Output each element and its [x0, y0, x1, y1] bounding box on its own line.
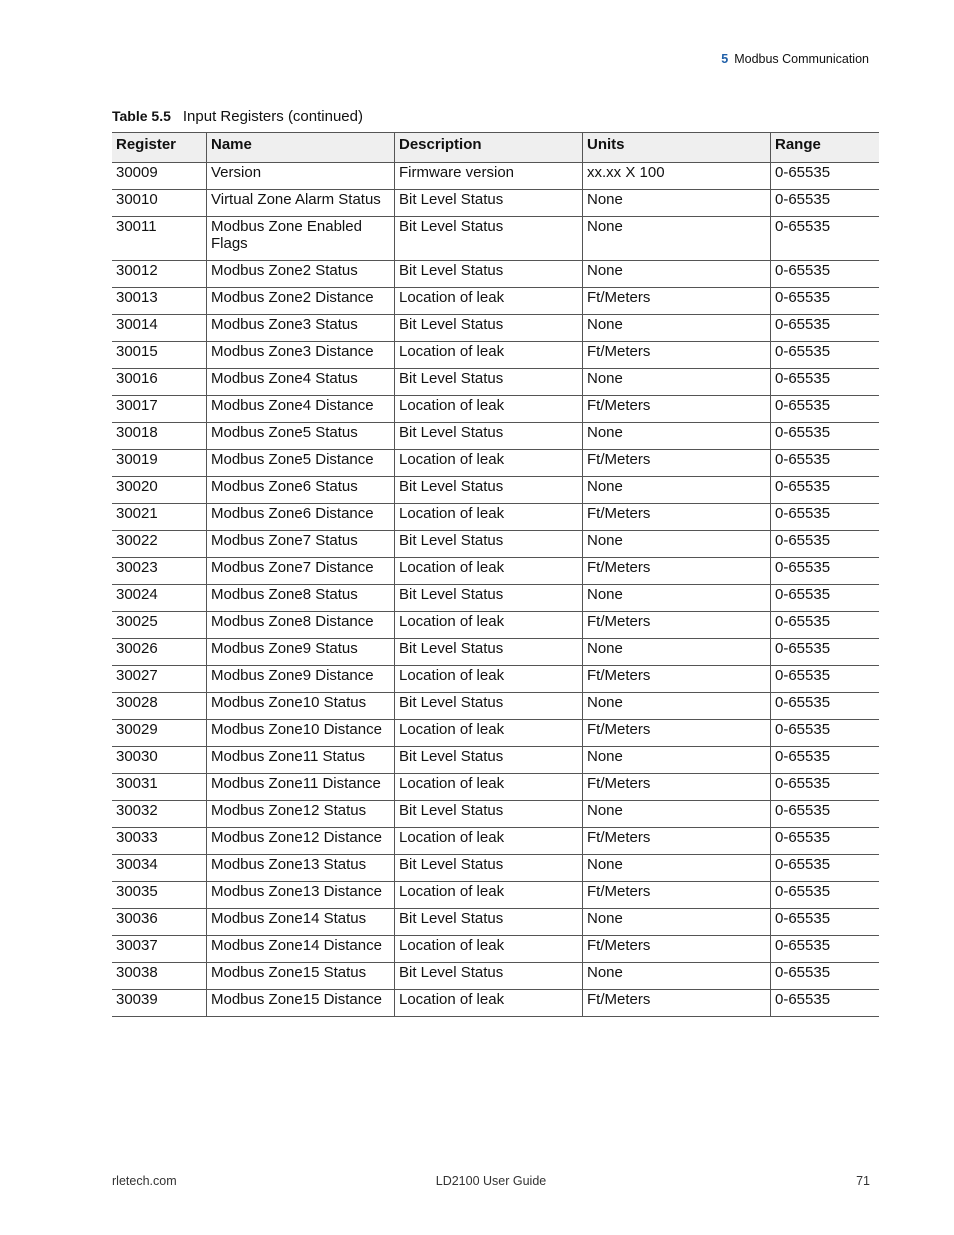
column-header-description: Description	[395, 133, 583, 163]
cell-register: 30021	[112, 504, 207, 531]
cell-name: Modbus Zone Enabled Flags	[207, 217, 395, 261]
cell-description: Location of leak	[395, 882, 583, 909]
cell-name: Modbus Zone8 Status	[207, 585, 395, 612]
cell-units: Ft/Meters	[583, 990, 771, 1017]
cell-register: 30013	[112, 288, 207, 315]
cell-name: Modbus Zone10 Status	[207, 693, 395, 720]
cell-range: 0-65535	[771, 504, 880, 531]
cell-name: Modbus Zone14 Distance	[207, 936, 395, 963]
cell-name: Modbus Zone12 Status	[207, 801, 395, 828]
column-header-units: Units	[583, 133, 771, 163]
cell-units: None	[583, 909, 771, 936]
cell-name: Virtual Zone Alarm Status	[207, 190, 395, 217]
table-row	[112, 217, 879, 261]
cell-register: 30034	[112, 855, 207, 882]
cell-name: Version	[207, 163, 395, 190]
cell-name: Modbus Zone11 Distance	[207, 774, 395, 801]
cell-description: Bit Level Status	[395, 531, 583, 558]
cell-name: Modbus Zone10 Distance	[207, 720, 395, 747]
cell-units: Ft/Meters	[583, 882, 771, 909]
cell-description: Bit Level Status	[395, 190, 583, 217]
cell-register: 30025	[112, 612, 207, 639]
cell-description: Location of leak	[395, 288, 583, 315]
cell-units: None	[583, 855, 771, 882]
chapter-title: Modbus Communication	[734, 52, 869, 66]
cell-units: Ft/Meters	[583, 936, 771, 963]
table-row	[112, 423, 879, 450]
cell-units: None	[583, 801, 771, 828]
cell-description: Location of leak	[395, 558, 583, 585]
cell-name: Modbus Zone15 Distance	[207, 990, 395, 1017]
cell-register: 30036	[112, 909, 207, 936]
cell-name: Modbus Zone2 Status	[207, 261, 395, 288]
cell-units: None	[583, 747, 771, 774]
table-row	[112, 369, 879, 396]
cell-register: 30014	[112, 315, 207, 342]
cell-register: 30023	[112, 558, 207, 585]
table-row	[112, 693, 879, 720]
cell-units: None	[583, 190, 771, 217]
cell-name: Modbus Zone15 Status	[207, 963, 395, 990]
cell-units: None	[583, 585, 771, 612]
cell-range: 0-65535	[771, 342, 880, 369]
cell-range: 0-65535	[771, 828, 880, 855]
table-row	[112, 477, 879, 504]
cell-description: Bit Level Status	[395, 369, 583, 396]
cell-register: 30032	[112, 801, 207, 828]
column-header-range: Range	[771, 133, 880, 163]
cell-units: Ft/Meters	[583, 720, 771, 747]
cell-name: Modbus Zone9 Status	[207, 639, 395, 666]
cell-units: None	[583, 963, 771, 990]
cell-range: 0-65535	[771, 963, 880, 990]
cell-units: Ft/Meters	[583, 504, 771, 531]
cell-name: Modbus Zone7 Status	[207, 531, 395, 558]
cell-units: Ft/Meters	[583, 342, 771, 369]
cell-register: 30020	[112, 477, 207, 504]
cell-description: Location of leak	[395, 828, 583, 855]
cell-description: Bit Level Status	[395, 855, 583, 882]
cell-register: 30012	[112, 261, 207, 288]
table-row	[112, 909, 879, 936]
table-row	[112, 163, 879, 190]
cell-name: Modbus Zone9 Distance	[207, 666, 395, 693]
table-row	[112, 990, 879, 1017]
cell-name: Modbus Zone4 Status	[207, 369, 395, 396]
table-row	[112, 558, 879, 585]
cell-name: Modbus Zone14 Status	[207, 909, 395, 936]
table-row	[112, 531, 879, 558]
cell-range: 0-65535	[771, 190, 880, 217]
cell-register: 30028	[112, 693, 207, 720]
cell-description: Bit Level Status	[395, 909, 583, 936]
table-row	[112, 342, 879, 369]
cell-units: None	[583, 261, 771, 288]
table-row	[112, 504, 879, 531]
table-body	[112, 163, 879, 1017]
cell-range: 0-65535	[771, 217, 880, 261]
table-row	[112, 666, 879, 693]
cell-description: Bit Level Status	[395, 963, 583, 990]
table-row	[112, 882, 879, 909]
cell-register: 30017	[112, 396, 207, 423]
cell-description: Bit Level Status	[395, 315, 583, 342]
cell-name: Modbus Zone6 Status	[207, 477, 395, 504]
cell-register: 30024	[112, 585, 207, 612]
cell-register: 30029	[112, 720, 207, 747]
cell-name: Modbus Zone3 Distance	[207, 342, 395, 369]
cell-description: Location of leak	[395, 720, 583, 747]
cell-register: 30033	[112, 828, 207, 855]
cell-description: Firmware version	[395, 163, 583, 190]
cell-name: Modbus Zone13 Distance	[207, 882, 395, 909]
footer-website: rletech.com	[112, 1174, 177, 1188]
cell-units: None	[583, 639, 771, 666]
cell-register: 30010	[112, 190, 207, 217]
table-row	[112, 936, 879, 963]
cell-description: Bit Level Status	[395, 693, 583, 720]
cell-description: Location of leak	[395, 774, 583, 801]
cell-register: 30018	[112, 423, 207, 450]
cell-name: Modbus Zone11 Status	[207, 747, 395, 774]
cell-units: Ft/Meters	[583, 558, 771, 585]
table-row	[112, 855, 879, 882]
cell-range: 0-65535	[771, 747, 880, 774]
cell-register: 30030	[112, 747, 207, 774]
cell-description: Location of leak	[395, 612, 583, 639]
cell-register: 30037	[112, 936, 207, 963]
cell-description: Bit Level Status	[395, 217, 583, 261]
cell-description: Bit Level Status	[395, 801, 583, 828]
table-row	[112, 639, 879, 666]
column-header-name: Name	[207, 133, 395, 163]
table-title: Input Registers (continued)	[182, 108, 363, 125]
cell-units: None	[583, 369, 771, 396]
cell-range: 0-65535	[771, 801, 880, 828]
cell-range: 0-65535	[771, 990, 880, 1017]
cell-range: 0-65535	[771, 693, 880, 720]
cell-description: Location of leak	[395, 504, 583, 531]
cell-register: 30027	[112, 666, 207, 693]
cell-description: Bit Level Status	[395, 423, 583, 450]
cell-register: 30031	[112, 774, 207, 801]
table-row	[112, 612, 879, 639]
cell-units: Ft/Meters	[583, 288, 771, 315]
cell-range: 0-65535	[771, 450, 880, 477]
chapter-number: 5	[721, 52, 729, 66]
cell-name: Modbus Zone3 Status	[207, 315, 395, 342]
cell-units: None	[583, 693, 771, 720]
cell-name: Modbus Zone5 Distance	[207, 450, 395, 477]
table-row	[112, 585, 879, 612]
cell-units: None	[583, 217, 771, 261]
table-row	[112, 720, 879, 747]
cell-name: Modbus Zone4 Distance	[207, 396, 395, 423]
table-row	[112, 774, 879, 801]
cell-register: 30016	[112, 369, 207, 396]
table-row	[112, 963, 879, 990]
cell-name: Modbus Zone13 Status	[207, 855, 395, 882]
footer-guide-title: LD2100 User Guide	[435, 1174, 547, 1188]
cell-range: 0-65535	[771, 477, 880, 504]
cell-description: Bit Level Status	[395, 585, 583, 612]
cell-range: 0-65535	[771, 855, 880, 882]
cell-range: 0-65535	[771, 288, 880, 315]
cell-range: 0-65535	[771, 369, 880, 396]
cell-range: 0-65535	[771, 396, 880, 423]
table-row	[112, 801, 879, 828]
cell-description: Location of leak	[395, 342, 583, 369]
cell-name: Modbus Zone7 Distance	[207, 558, 395, 585]
cell-range: 0-65535	[771, 558, 880, 585]
cell-units: Ft/Meters	[583, 774, 771, 801]
cell-name: Modbus Zone2 Distance	[207, 288, 395, 315]
table-row	[112, 315, 879, 342]
cell-units: Ft/Meters	[583, 450, 771, 477]
table-row	[112, 288, 879, 315]
cell-range: 0-65535	[771, 666, 880, 693]
cell-register: 30038	[112, 963, 207, 990]
cell-range: 0-65535	[771, 612, 880, 639]
cell-name: Modbus Zone5 Status	[207, 423, 395, 450]
table-header-row	[112, 133, 879, 163]
cell-register: 30026	[112, 639, 207, 666]
cell-description: Location of leak	[395, 990, 583, 1017]
cell-units: None	[583, 423, 771, 450]
table-row	[112, 396, 879, 423]
cell-description: Bit Level Status	[395, 747, 583, 774]
cell-name: Modbus Zone6 Distance	[207, 504, 395, 531]
table-row	[112, 450, 879, 477]
cell-register: 30011	[112, 217, 207, 261]
table-number: Table 5.5	[112, 108, 171, 124]
cell-units: Ft/Meters	[583, 612, 771, 639]
cell-range: 0-65535	[771, 163, 880, 190]
cell-description: Location of leak	[395, 396, 583, 423]
cell-units: Ft/Meters	[583, 666, 771, 693]
cell-register: 30015	[112, 342, 207, 369]
cell-description: Location of leak	[395, 450, 583, 477]
cell-range: 0-65535	[771, 585, 880, 612]
running-header	[721, 52, 869, 66]
table-row	[112, 747, 879, 774]
column-header-register: Register	[112, 133, 207, 163]
cell-units: None	[583, 315, 771, 342]
cell-range: 0-65535	[771, 423, 880, 450]
table-row	[112, 261, 879, 288]
footer-page-number: 71	[856, 1174, 870, 1188]
table-row	[112, 190, 879, 217]
cell-description: Bit Level Status	[395, 639, 583, 666]
cell-range: 0-65535	[771, 909, 880, 936]
cell-register: 30019	[112, 450, 207, 477]
cell-units: None	[583, 477, 771, 504]
cell-register: 30022	[112, 531, 207, 558]
cell-description: Location of leak	[395, 666, 583, 693]
cell-range: 0-65535	[771, 639, 880, 666]
table-row	[112, 828, 879, 855]
input-registers-table	[112, 132, 879, 1017]
cell-name: Modbus Zone12 Distance	[207, 828, 395, 855]
cell-units: None	[583, 531, 771, 558]
cell-range: 0-65535	[771, 774, 880, 801]
cell-range: 0-65535	[771, 261, 880, 288]
cell-range: 0-65535	[771, 315, 880, 342]
cell-name: Modbus Zone8 Distance	[207, 612, 395, 639]
cell-units: Ft/Meters	[583, 396, 771, 423]
cell-range: 0-65535	[771, 936, 880, 963]
cell-register: 30009	[112, 163, 207, 190]
cell-description: Bit Level Status	[395, 261, 583, 288]
cell-range: 0-65535	[771, 720, 880, 747]
cell-range: 0-65535	[771, 531, 880, 558]
cell-description: Bit Level Status	[395, 477, 583, 504]
cell-description: Location of leak	[395, 936, 583, 963]
cell-register: 30039	[112, 990, 207, 1017]
table-caption	[112, 108, 363, 125]
cell-units: xx.xx X 100	[583, 163, 771, 190]
cell-range: 0-65535	[771, 882, 880, 909]
cell-register: 30035	[112, 882, 207, 909]
cell-units: Ft/Meters	[583, 828, 771, 855]
